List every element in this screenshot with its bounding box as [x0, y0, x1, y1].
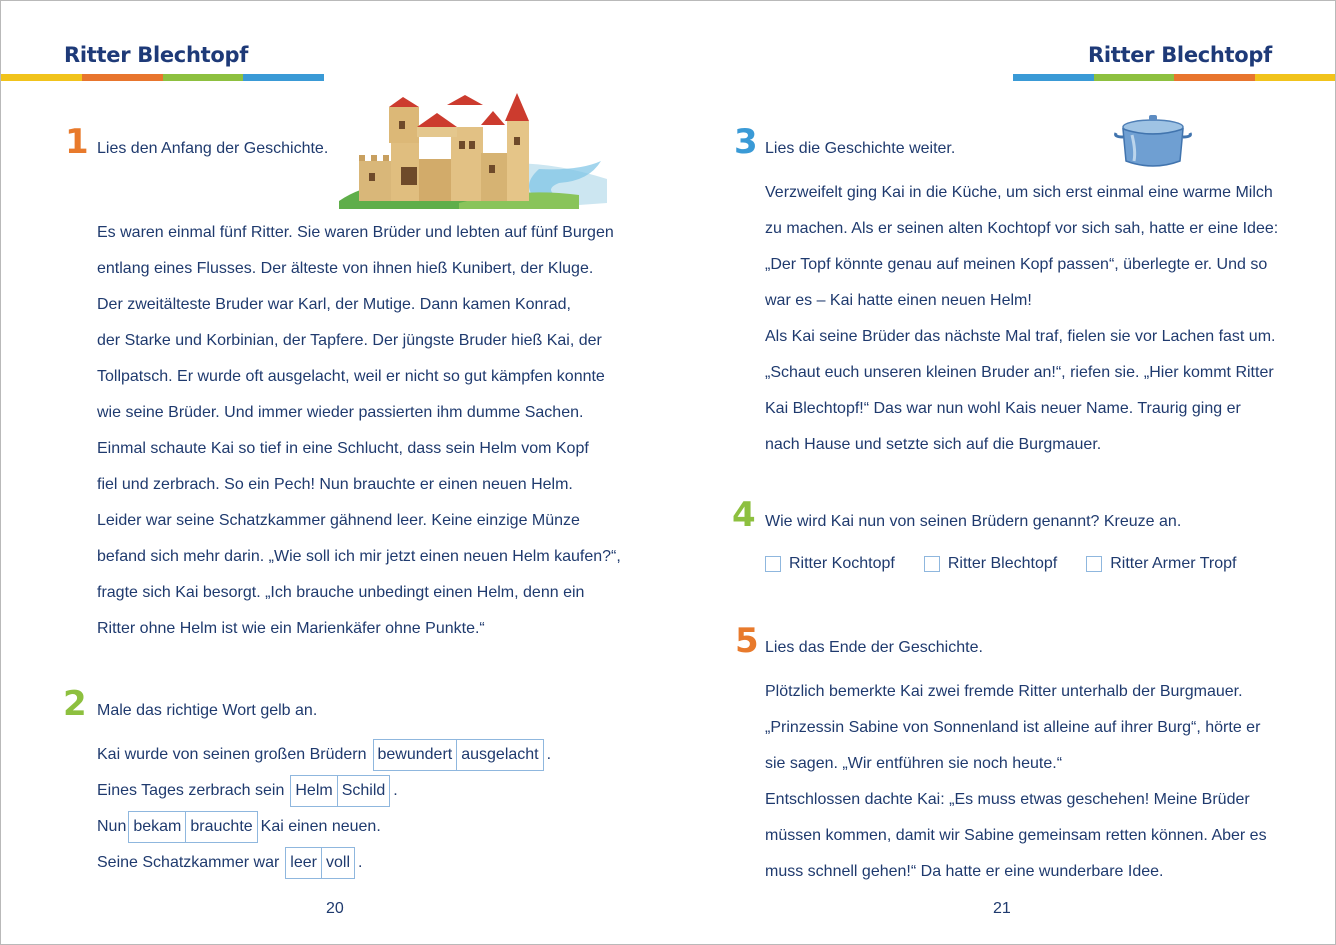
story-line: zu machen. Als er seinen alten Kochtopf vor sich sah, hatte er eine Idee:: [765, 220, 1279, 237]
checkbox-label: Ritter Blechtopf: [947, 555, 1058, 572]
story-line: der Starke und Korbinian, der Tapfere. Der jüngste Bruder hieß Kai, der: [97, 332, 602, 349]
story-line: Der zweitälteste Bruder war Karl, der Mutige. Dann kamen Konrad,: [97, 296, 571, 313]
castle-illustration: [339, 91, 611, 211]
story-line: nach Hause und setzte sich auf die Burgmauer.: [765, 436, 1102, 453]
story-line: Tollpatsch. Er wurde oft ausgelacht, weil er nicht so gut kämpfen konnte: [97, 368, 605, 385]
story-line: „Der Topf könnte genau auf meinen Kopf passen“, überlegte er. Und so: [765, 256, 1268, 273]
checkbox-option[interactable]: [765, 555, 895, 573]
task-4-instruction: Wie wird Kai nun von seinen Brüdern genannt? Kreuze an.: [765, 513, 1182, 530]
word-choice-bekam[interactable]: bekam: [133, 818, 182, 835]
task-number-2: 2: [63, 684, 87, 724]
checkbox-square[interactable]: [1086, 556, 1102, 572]
story-line: Leider war seine Schatzkammer gähnend leer. Keine einzige Münze: [97, 512, 580, 529]
checkbox-square[interactable]: [924, 556, 940, 572]
sentence-text: Seine Schatzkammer war: [97, 854, 280, 871]
story-line: sie sagen. „Wir entführen sie noch heute.“: [765, 755, 1063, 772]
checkbox-label: Ritter Armer Tropf: [1110, 555, 1237, 572]
story-line: fiel und zerbrach. So ein Pech! Nun brauchte er einen neuen Helm.: [97, 476, 573, 493]
task-1-instruction: Lies den Anfang der Geschichte.: [97, 140, 329, 157]
story-line: befand sich mehr darin. „Wie soll ich mir jetzt einen neuen Helm kaufen?“,: [97, 548, 621, 565]
story-line: Entschlossen dachte Kai: „Es muss etwas geschehen! Meine Brüder: [765, 791, 1250, 808]
task-number-1: 1: [65, 122, 89, 162]
task-2-sentence-4: [97, 847, 362, 879]
word-choice-group: [373, 739, 544, 771]
sentence-text: Kai wurde von seinen großen Brüdern: [97, 746, 367, 763]
story-line: Es waren einmal fünf Ritter. Sie waren Brüder und lebten auf fünf Burgen: [97, 224, 614, 241]
task-2-instruction: Male das richtige Wort gelb an.: [97, 702, 318, 719]
page-header-title: Ritter Blechtopf: [64, 43, 249, 67]
story-line: „Prinzessin Sabine von Sonnenland ist alleine auf ihrer Burg“, hörte er: [765, 719, 1261, 736]
word-choice-leer[interactable]: leer: [290, 854, 317, 871]
sentence-text: Eines Tages zerbrach sein: [97, 782, 285, 799]
story-line: Kai Blechtopf!“ Das war nun wohl Kais neuer Name. Traurig ging er: [765, 400, 1241, 417]
sentence-text: .: [393, 782, 398, 799]
story-line: „Schaut euch unseren kleinen Bruder an!“, riefen sie. „Hier kommt Ritter: [765, 364, 1274, 381]
task-number-5: 5: [735, 621, 759, 661]
word-choice-voll[interactable]: voll: [321, 848, 354, 878]
sentence-text: Kai einen neuen.: [260, 818, 381, 835]
page-number: 21: [993, 900, 1011, 917]
story-line: Plötzlich bemerkte Kai zwei fremde Ritter unterhalb der Burgmauer.: [765, 683, 1243, 700]
sentence-text: .: [546, 746, 552, 763]
story-line: wie seine Brüder. Und immer wieder passierten ihm dumme Sachen.: [97, 404, 584, 421]
page-header-title: Ritter Blechtopf: [1087, 43, 1272, 67]
story-line: Als Kai seine Brüder das nächste Mal traf, fielen sie vor Lachen fast um.: [765, 328, 1276, 345]
sentence-text: Nun: [97, 818, 127, 835]
story-line: fragte sich Kai besorgt. „Ich brauche unbedingt einen Helm, denn ein: [97, 584, 585, 601]
task-5-instruction: Lies das Ende der Geschichte.: [765, 639, 983, 656]
word-choice-helm[interactable]: Helm: [295, 782, 333, 799]
right-page: [668, 1, 1335, 944]
task-number-3: 3: [734, 122, 758, 162]
word-choice-group: [290, 775, 390, 807]
page-number: 20: [326, 900, 344, 917]
task-2-sentence-1: [97, 739, 551, 771]
task-3-instruction: Lies die Geschichte weiter.: [765, 140, 956, 157]
story-line: Verzweifelt ging Kai in die Küche, um sich erst einmal eine warme Milch: [765, 184, 1273, 201]
story-line: war es – Kai hatte einen neuen Helm!: [765, 292, 1032, 309]
cooking-pot-illustration: [1114, 113, 1192, 171]
checkbox-option[interactable]: [1086, 555, 1236, 573]
checkbox-label: Ritter Kochtopf: [789, 555, 895, 572]
sentence-text: .: [358, 854, 363, 871]
word-choice-brauchte[interactable]: brauchte: [185, 812, 256, 842]
header-color-stripe: [1013, 74, 1335, 81]
story-line: Ritter ohne Helm ist wie ein Marienkäfer ohne Punkte.“: [97, 620, 485, 637]
task-number-4: 4: [732, 495, 756, 535]
left-page: [1, 1, 668, 944]
word-choice-ausgelacht[interactable]: ausgelacht: [456, 740, 542, 770]
checkbox-square[interactable]: [765, 556, 781, 572]
task-2-sentence-2: [97, 775, 398, 807]
story-line: entlang eines Flusses. Der älteste von ihnen hieß Kunibert, der Kluge.: [97, 260, 594, 277]
word-choice-schild[interactable]: Schild: [337, 776, 390, 806]
word-choice-group: [285, 847, 355, 879]
task-2-sentence-3: [97, 811, 381, 843]
story-line: Einmal schaute Kai so tief in eine Schlucht, dass sein Helm vom Kopf: [97, 440, 589, 457]
story-line: muss schnell gehen!“ Da hatte er eine wunderbare Idee.: [765, 863, 1164, 880]
story-line: müssen kommen, damit wir Sabine gemeinsam retten können. Aber es: [765, 827, 1267, 844]
checkbox-option[interactable]: [924, 555, 1057, 573]
header-color-stripe: [1, 74, 324, 81]
word-choice-bewundert[interactable]: bewundert: [377, 746, 453, 763]
task-4-options: [765, 555, 1265, 573]
word-choice-group: [128, 811, 257, 843]
